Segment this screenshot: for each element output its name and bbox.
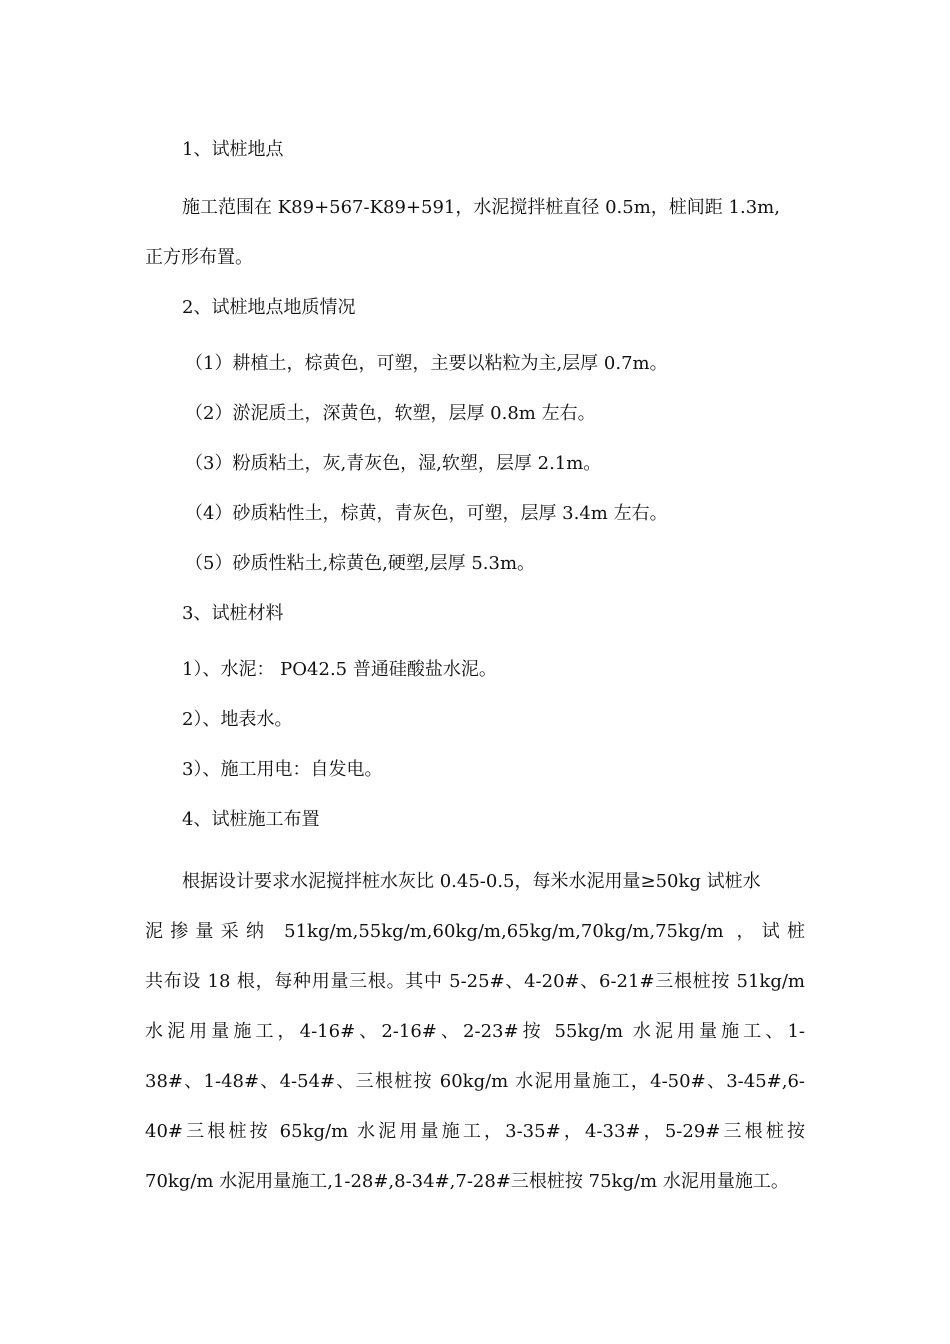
section-4-paragraph-line: 共布设 18 根，每种用量三根。其中 5-25#、4-20#、6-21#三根桩按 51kg/m [145, 971, 805, 992]
soil-layer-item: （4）砂质粘性土，棕黄，青灰色，可塑，层厚 3.4m 左右。 [185, 503, 668, 524]
section-4-paragraph-line: 70kg/m 水泥用量施工,1-28#,8-34#,7-28#三根桩按 75kg/m 水泥用量施工。 [145, 1171, 789, 1192]
section-4-paragraph-line: 根据设计要求水泥搅拌桩水灰比 0.45-0.5，每米水泥用量≥50kg 试桩水 [182, 871, 761, 892]
section-1-heading: 1、试桩地点 [182, 139, 284, 160]
section-4-paragraph-line: 水泥用量施工，4-16#、2-16#、2-23#按 55kg/m 水泥用量施工、1- [145, 1021, 805, 1042]
section-4-paragraph-line: 38#、1-48#、4-54#、三根桩按 60kg/m 水泥用量施工，4-50#、3-45#,6- [145, 1071, 805, 1092]
section-4-paragraph-line: 泥掺量采纳 51kg/m,55kg/m,60kg/m,65kg/m,70kg/m,75kg/m ，试桩 [145, 921, 805, 942]
soil-layer-item: （3）粉质粘土，灰,青灰色，湿,软塑，层厚 2.1m。 [185, 453, 602, 474]
material-item: 3）、施工用电：自发电。 [182, 759, 383, 780]
soil-layer-item: （1）耕植土，棕黄色，可塑，主要以粘粒为主,层厚 0.7m。 [185, 353, 668, 374]
section-1-paragraph-line-2: 正方形布置。 [145, 247, 253, 268]
section-4-paragraph-line: 40#三根桩按 65kg/m 水泥用量施工，3-35#，4-33#，5-29#三根桩按 [145, 1121, 805, 1142]
material-item: 1）、水泥： PO42.5 普通硅酸盐水泥。 [182, 659, 497, 680]
section-4-heading: 4、试桩施工布置 [182, 809, 320, 830]
section-3-heading: 3、试桩材料 [182, 603, 284, 624]
section-2-heading: 2、试桩地点地质情况 [182, 297, 356, 318]
section-1-paragraph-line-1: 施工范围在 K89+567-K89+591，水泥搅拌桩直径 0.5m，桩间距 1.3m, [182, 197, 780, 218]
soil-layer-item: （2）淤泥质土，深黄色，软塑，层厚 0.8m 左右。 [185, 403, 596, 424]
soil-layer-item: （5）砂质性粘土,棕黄色,硬塑,层厚 5.3m。 [185, 553, 536, 574]
material-item: 2）、地表水。 [182, 709, 293, 730]
